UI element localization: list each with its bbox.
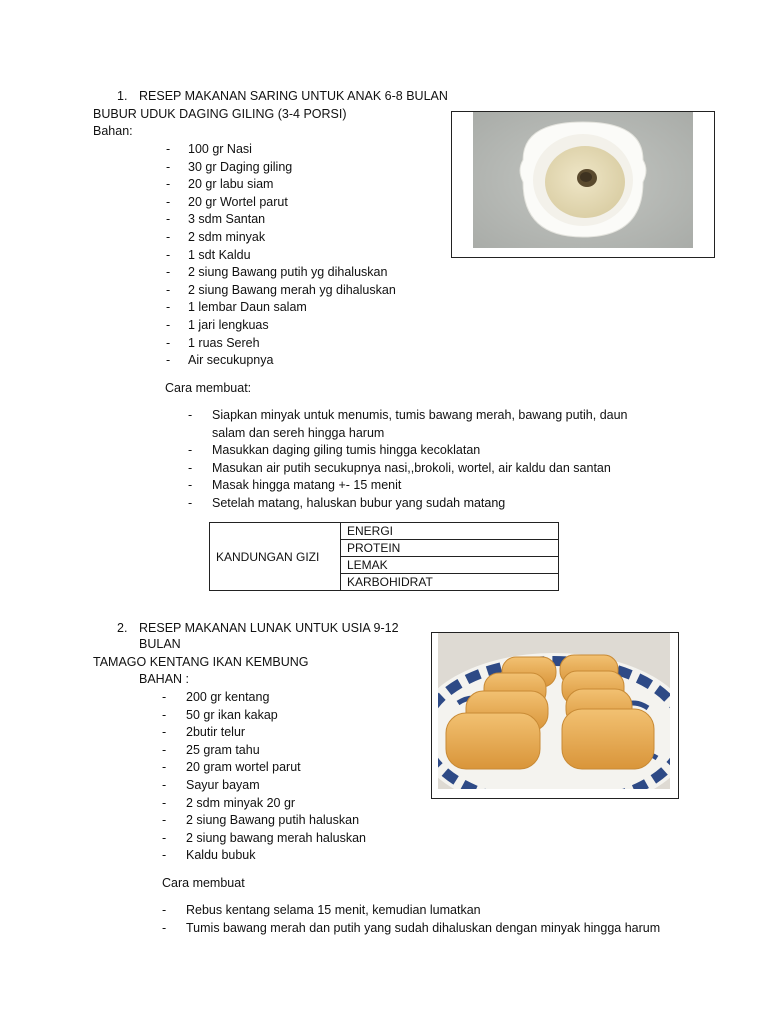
- step-item: Setelah matang, haluskan bubur yang sudah matang: [212, 496, 506, 510]
- tamago-photo: [438, 633, 670, 789]
- ingredient-item: 25 gram tahu: [186, 742, 260, 757]
- list-bullet-dash: -: [162, 760, 167, 775]
- ingredient-item: 20 gr Wortel parut: [188, 194, 288, 209]
- list-bullet-dash: -: [162, 813, 167, 828]
- list-bullet-dash: -: [162, 848, 167, 863]
- list-bullet-dash: -: [162, 920, 167, 935]
- ingredient-item: 50 gr ikan kakap: [186, 707, 278, 722]
- recipe2-bahan-label: BAHAN :: [139, 672, 190, 686]
- ingredient-item: 100 gr Nasi: [188, 142, 252, 156]
- nutrition-item: LEMAK: [341, 557, 559, 574]
- list-bullet-dash: -: [162, 903, 167, 917]
- porridge-photo-frame: [451, 111, 715, 258]
- step-item: salam dan sereh hingga harum: [212, 425, 385, 440]
- list-bullet-dash: -: [166, 300, 171, 315]
- recipe1-cara-label: Cara membuat:: [165, 381, 252, 395]
- recipe1-subtitle: BUBUR UDUK DAGING GILING (3-4 PORSI): [93, 107, 347, 121]
- list-bullet-dash: -: [166, 335, 171, 350]
- tamago-photo-frame: [431, 632, 679, 799]
- ingredient-item: 200 gr kentang: [186, 690, 270, 704]
- nutrition-label: KANDUNGAN GIZI: [210, 523, 341, 591]
- list-bullet-dash: -: [188, 478, 193, 493]
- ingredient-item: Air secukupnya: [188, 353, 274, 368]
- ingredient-item: 2 siung bawang merah haluskan: [186, 830, 366, 845]
- nutrition-item: KARBOHIDRAT: [341, 574, 559, 591]
- ingredient-item: 1 ruas Sereh: [188, 335, 260, 350]
- list-bullet-dash: -: [162, 795, 167, 810]
- list-bullet-dash: -: [166, 265, 171, 280]
- recipe2-subtitle: TAMAGO KENTANG IKAN KEMBUNG: [93, 655, 309, 669]
- recipe2-heading-number: 2.: [117, 621, 128, 635]
- list-bullet-dash: -: [188, 460, 193, 475]
- list-bullet-dash: -: [188, 496, 193, 510]
- ingredient-item: 1 sdt Kaldu: [188, 247, 251, 262]
- list-bullet-dash: -: [162, 830, 167, 845]
- step-item: Siapkan minyak untuk menumis, tumis bawang merah, bawang putih, daun: [212, 408, 628, 422]
- ingredient-item: 2 siung Bawang merah yg dihaluskan: [188, 282, 396, 297]
- list-bullet-dash: -: [162, 725, 167, 740]
- list-bullet-dash: -: [166, 247, 171, 262]
- list-bullet-dash: -: [162, 707, 167, 722]
- list-bullet-dash: -: [166, 212, 171, 227]
- nutrition-table: [209, 522, 559, 591]
- ingredient-item: 20 gr labu siam: [188, 177, 274, 192]
- recipe1-bahan-label: Bahan:: [93, 124, 133, 138]
- list-bullet-dash: -: [162, 690, 167, 704]
- step-item: Masak hingga matang +- 15 menit: [212, 478, 402, 493]
- recipe1-heading-number: 1.: [117, 89, 128, 103]
- list-bullet-dash: -: [166, 282, 171, 297]
- step-item: Masukan air putih secukupnya nasi,,brokoli, wortel, air kaldu dan santan: [212, 460, 611, 475]
- list-bullet-dash: -: [166, 159, 171, 174]
- step-item: Rebus kentang selama 15 menit, kemudian lumatkan: [186, 903, 481, 917]
- nutrition-item: ENERGI: [341, 523, 559, 540]
- ingredient-item: 2butir telur: [186, 725, 246, 740]
- ingredient-item: 20 gram wortel parut: [186, 760, 301, 775]
- ingredient-item: 2 siung Bawang putih haluskan: [186, 813, 360, 828]
- recipe2-heading-line1: RESEP MAKANAN LUNAK UNTUK USIA 9-12: [139, 621, 399, 635]
- ingredient-item: 30 gr Daging giling: [188, 159, 293, 174]
- recipe1-heading: RESEP MAKANAN SARING UNTUK ANAK 6-8 BULAN: [139, 89, 448, 103]
- list-bullet-dash: -: [162, 742, 167, 757]
- nutrition-item: PROTEIN: [341, 540, 559, 557]
- ingredient-item: 2 siung Bawang putih yg dihaluskan: [188, 265, 388, 280]
- list-bullet-dash: -: [188, 443, 193, 458]
- ingredient-item: 3 sdm Santan: [188, 212, 266, 227]
- porridge-photo: [473, 112, 693, 248]
- step-item: Tumis bawang merah dan putih yang sudah dihaluskan dengan minyak hingga harum: [186, 920, 661, 935]
- ingredient-item: 2 sdm minyak 20 gr: [186, 795, 296, 810]
- list-bullet-dash: -: [162, 778, 167, 792]
- recipe2-cara-label: Cara membuat: [162, 876, 245, 890]
- list-bullet-dash: -: [166, 194, 171, 209]
- list-bullet-dash: -: [166, 230, 171, 244]
- ingredient-item: Kaldu bubuk: [186, 848, 256, 863]
- ingredient-item: Sayur bayam: [186, 778, 260, 792]
- list-bullet-dash: -: [166, 353, 171, 368]
- step-item: Masukkan daging giling tumis hingga kecoklatan: [212, 443, 481, 458]
- recipe2-heading-line2: BULAN: [139, 637, 181, 651]
- ingredient-item: 1 jari lengkuas: [188, 318, 269, 332]
- list-bullet-dash: -: [188, 408, 193, 422]
- ingredient-item: 1 lembar Daun salam: [188, 300, 307, 315]
- list-bullet-dash: -: [166, 318, 171, 332]
- ingredient-item: 2 sdm minyak: [188, 230, 266, 244]
- list-bullet-dash: -: [166, 177, 171, 192]
- list-bullet-dash: -: [166, 142, 171, 156]
